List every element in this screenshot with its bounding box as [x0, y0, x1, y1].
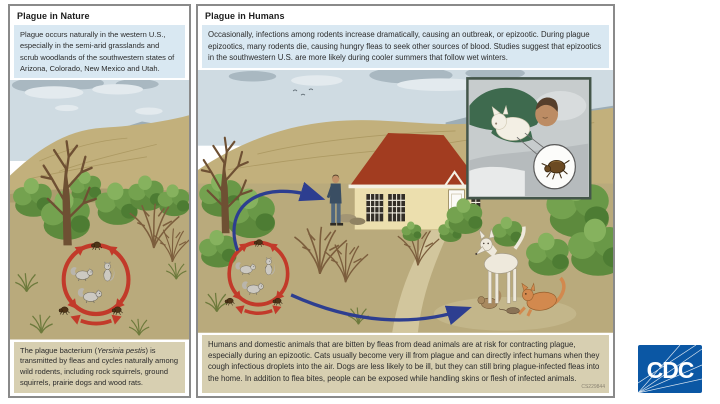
graphic-id: CS229844: [581, 383, 605, 390]
sheet: [469, 167, 524, 196]
cdc-logo: [638, 345, 702, 393]
footer-nature-species: Yersinia pestis: [97, 345, 146, 355]
panel-title-nature: Plague in Nature: [17, 11, 90, 21]
footer-nature-post: ) is transmitted by fleas and cycles naturally among wild rodents, including rock squirrels, ground squirrels, prairie dogs and wood rats.: [20, 345, 178, 388]
nature-scene: [10, 80, 189, 340]
intro-text-nature: Plague occurs naturally in the western U.S., especially in the semi-arid grasslands and scrub woodlands of the southwestern states of Arizona, Colorado, New Mexico and Utah.: [14, 25, 185, 78]
footer-text-nature: [14, 342, 185, 394]
nature-scene-illustration: [10, 80, 189, 340]
cdc-logo-text: CDC: [646, 357, 694, 383]
panel-plague-in-humans: [196, 4, 615, 398]
footer-nature-pre: The plague bacterium (: [20, 345, 98, 355]
intro-text-humans: Occasionally, infections among rodents increase dramatically, causing an outbreak, or epizootic. During plague epizootics, many rodents die, causing hungry fleas to seek other sources of blood. Studies suggest that epizootics in the southwestern U.S. are more likely during cooler summers that follow wet winters.: [202, 25, 609, 68]
humans-scene: [198, 70, 613, 333]
footer-humans-text: Humans and domestic animals that are bitten by fleas from dead animals are at risk for contracting plague, especially during an epizootic. Cats usually become very ill from plague and can directly infect humans when they cough infectious droplets into the air. Dogs are less likely to be ill, but they can still bring plague-infected fleas into the home. In addition to flea bites, people can be exposed while handling skins or flesh of infected animals.: [208, 339, 600, 383]
footer-text-humans: [202, 335, 609, 393]
cdc-logo-graphic: [638, 345, 702, 393]
inset-sleeping-person-with-pet: [467, 78, 590, 198]
humans-scene-illustration: [198, 70, 613, 333]
panel-title-humans: Plague in Humans: [205, 11, 285, 21]
panel-plague-in-nature: [8, 4, 191, 398]
white-pet-head: [492, 114, 507, 130]
